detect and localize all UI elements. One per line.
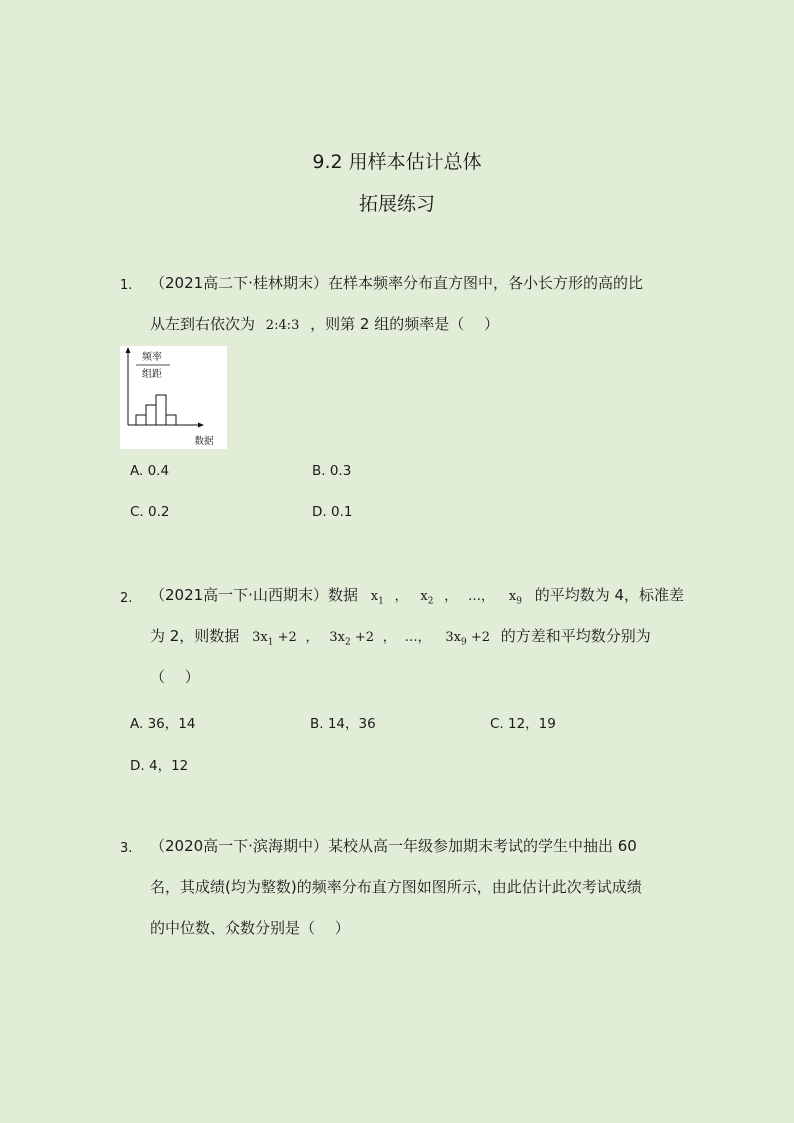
option-d: D. 4，12 bbox=[130, 758, 189, 774]
option-b: B. 0.3 bbox=[312, 463, 352, 479]
question-text-line bbox=[150, 314, 499, 336]
question-number: 3. bbox=[120, 841, 133, 856]
option-a: A. 0.4 bbox=[130, 463, 170, 479]
histogram-bar bbox=[156, 395, 166, 425]
question-text: 的方差和平均数分别为 bbox=[500, 627, 651, 645]
histogram-figure bbox=[120, 346, 227, 449]
question-text-line: （2021高二下·桂林期末）在样本频率分布直方图中，各小长方形的高的比 bbox=[150, 274, 643, 292]
question-text-line: （2020高一下·滨海期中）某校从高一年级参加期末考试的学生中抽出 60 bbox=[150, 837, 637, 855]
math-separator: ， bbox=[444, 589, 458, 604]
answer-bracket: （ ） bbox=[150, 668, 200, 686]
math-3x9: $3x_9 +2$ bbox=[445, 630, 491, 648]
question-text-line bbox=[150, 626, 651, 653]
y-axis-arrow bbox=[126, 347, 131, 353]
question-text-line: 的中位数、众数分别是（ ） bbox=[150, 919, 350, 937]
math-x2: $x_2$ bbox=[420, 589, 434, 607]
y-label-top: 频率 bbox=[142, 352, 162, 363]
question-text-line: 名，其成绩(均为整数)的频率分布直方图如图所示，由此估计此次考试成绩 bbox=[150, 878, 642, 896]
histogram-svg bbox=[120, 346, 227, 449]
y-label-bottom: 组距 bbox=[142, 369, 162, 380]
question-text: 从左到右依次为 bbox=[150, 315, 256, 333]
option-a: A. 36，14 bbox=[130, 716, 196, 732]
math-3x1: $3x_1 +2$ bbox=[252, 630, 297, 648]
option-c: C. 12，19 bbox=[490, 716, 556, 732]
math-separator: ， bbox=[305, 630, 319, 645]
question-text: （2021高一下·山西期末）数据 bbox=[150, 586, 358, 604]
page-subtitle: 拓展练习 bbox=[358, 193, 435, 215]
histogram-bar bbox=[136, 415, 146, 425]
question-text: 为 2，则数据 bbox=[150, 627, 240, 645]
question-number: 2. bbox=[120, 591, 133, 606]
question-text-line bbox=[150, 585, 684, 612]
histogram-bar bbox=[166, 415, 176, 425]
option-d: D. 0.1 bbox=[312, 504, 353, 520]
option-c: C. 0.2 bbox=[130, 504, 170, 520]
histogram-bars bbox=[136, 395, 176, 425]
math-3x2: $3x_2 +2$ bbox=[329, 630, 374, 648]
question-number: 1. bbox=[120, 278, 133, 293]
math-ellipsis: …， bbox=[468, 589, 495, 604]
x-label: 数据 bbox=[194, 436, 214, 447]
ratio-expression: 2:4:3 bbox=[265, 318, 300, 333]
math-ellipsis: …， bbox=[404, 630, 431, 645]
histogram-bar bbox=[146, 405, 156, 425]
math-x1: $x_1$ bbox=[370, 589, 384, 607]
math-x9: $x_9$ bbox=[508, 589, 522, 607]
math-separator: ， bbox=[382, 630, 396, 645]
question-text: 的平均数为 4，标准差 bbox=[534, 586, 685, 604]
math-separator: ， bbox=[394, 589, 408, 604]
question-text: ，则第 2 组的频率是（ ） bbox=[310, 315, 500, 333]
x-axis-arrow bbox=[198, 423, 204, 428]
option-b: B. 14，36 bbox=[310, 716, 376, 732]
page-title: 9.2 用样本估计总体 bbox=[312, 151, 482, 173]
